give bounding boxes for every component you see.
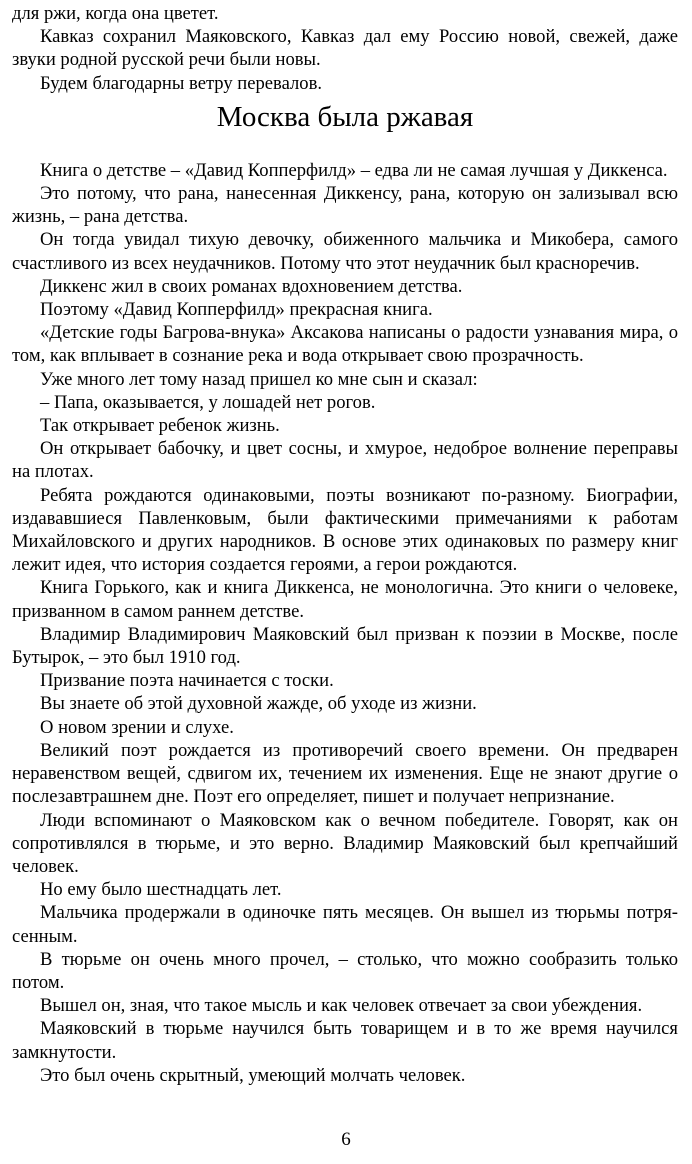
paragraph: Люди вспоминают о Маяковском как о вечном победителе. Говорят, как он сопротивлялся в тюрьме, и это верно. Владимир Маяковский был крепчайший человек.	[12, 809, 678, 877]
paragraph: В тюрьме он очень много прочел, – столько, что можно сообразить только потом.	[12, 948, 678, 993]
paragraph: Владимир Владимирович Маяковский был призван к поэзии в Москве, после Бутырок, – это был 1910 год.	[12, 623, 678, 669]
paragraph: Мальчика продержали в одиночке пять месяцев. Он вышел из тюрьмы потрясенным.	[12, 902, 678, 947]
paragraph: Он тогда увидал тихую девочку, обиженного мальчика и Микобера, самого счастливого из всех неудачников. Потому что этот неудачник был красноречив.	[12, 229, 678, 274]
paragraph: Но ему было шестнадцать лет.	[40, 879, 282, 901]
paragraph: Диккенс жил в своих романах вдохновением детства.	[40, 275, 463, 297]
paragraph: Великий поэт рождается из противоречий своего времени. Он предварен неравенством вещей, сдвигом их, течением их изменения. Еще не знают другие о послезавтрашнем дне. Поэт его определяет, пишет и получает непризнание.	[12, 739, 678, 808]
paragraph: – Папа, оказывается, у лошадей нет рогов.	[40, 391, 376, 413]
paragraph: Это был очень скрытный, умеющий молчать человек.	[40, 1064, 466, 1086]
paragraph: Кавказ сохранил Маяковского, Кавказ дал ему Россию новой, свежей, даже звуки родной русской речи были новы.	[12, 26, 678, 71]
paragraph: О новом зрении и слухе.	[40, 716, 234, 738]
paragraph: Книга Горького, как и книга Диккенса, не монологична. Это книги о человеке, призванном в самом раннем детстве.	[12, 577, 678, 622]
paragraph: Ребята рождаются одинаковыми, поэты возникают по-разному. Биографии, издававшиеся Павленковым, были фактическими примечаниями к работам Михайловского и других народников. В основе этих одинаковых по размеру книг лежит идея, что история создается героями, а герои рождаются.	[12, 484, 678, 576]
paragraph: Уже много лет тому назад пришел ко мне сын и сказал:	[40, 368, 478, 390]
paragraph: Вы знаете об этой духовной жажде, об уходе из жизни.	[40, 693, 477, 715]
paragraph: Так открывает ребенок жизнь.	[40, 415, 280, 437]
paragraph: «Детские годы Багрова-внука» Аксакова написаны о радости узнавания мира, о том, как вплывает в сознание река и вода открывает свою прозрачность.	[12, 322, 678, 367]
paragraph: Вышел он, зная, что такое мысль и как человек отвечает за свои убеждения.	[40, 995, 643, 1017]
paragraph: Маяковский в тюрьме научился быть товарищем и в то же время научился замкнутости.	[12, 1018, 678, 1063]
paragraph: Это потому, что рана, нанесенная Диккенсу, рана, которую он зализывал всю жизнь, – рана детства.	[12, 183, 678, 228]
chapter-title: Москва была ржавая	[216, 100, 474, 133]
page-body	[12, 2, 678, 1087]
paragraph: Поэтому «Давид Копперфилд» прекрасная книга.	[40, 299, 433, 321]
paragraph-continued: для ржи, когда она цветет.	[12, 3, 219, 24]
page-number: 6	[341, 1129, 351, 1150]
paragraph: Будем благодарны ветру перевалов.	[40, 72, 323, 94]
paragraph: Книга о детстве – «Давид Копперфилд» – едва ли не самая лучшая у Диккенса.	[40, 159, 668, 181]
paragraph: Призвание поэта начинается с тоски.	[40, 670, 334, 692]
paragraph: Он открывает бабочку, и цвет сосны, и хмурое, недоброе волнение переправы на плотах.	[12, 438, 678, 483]
